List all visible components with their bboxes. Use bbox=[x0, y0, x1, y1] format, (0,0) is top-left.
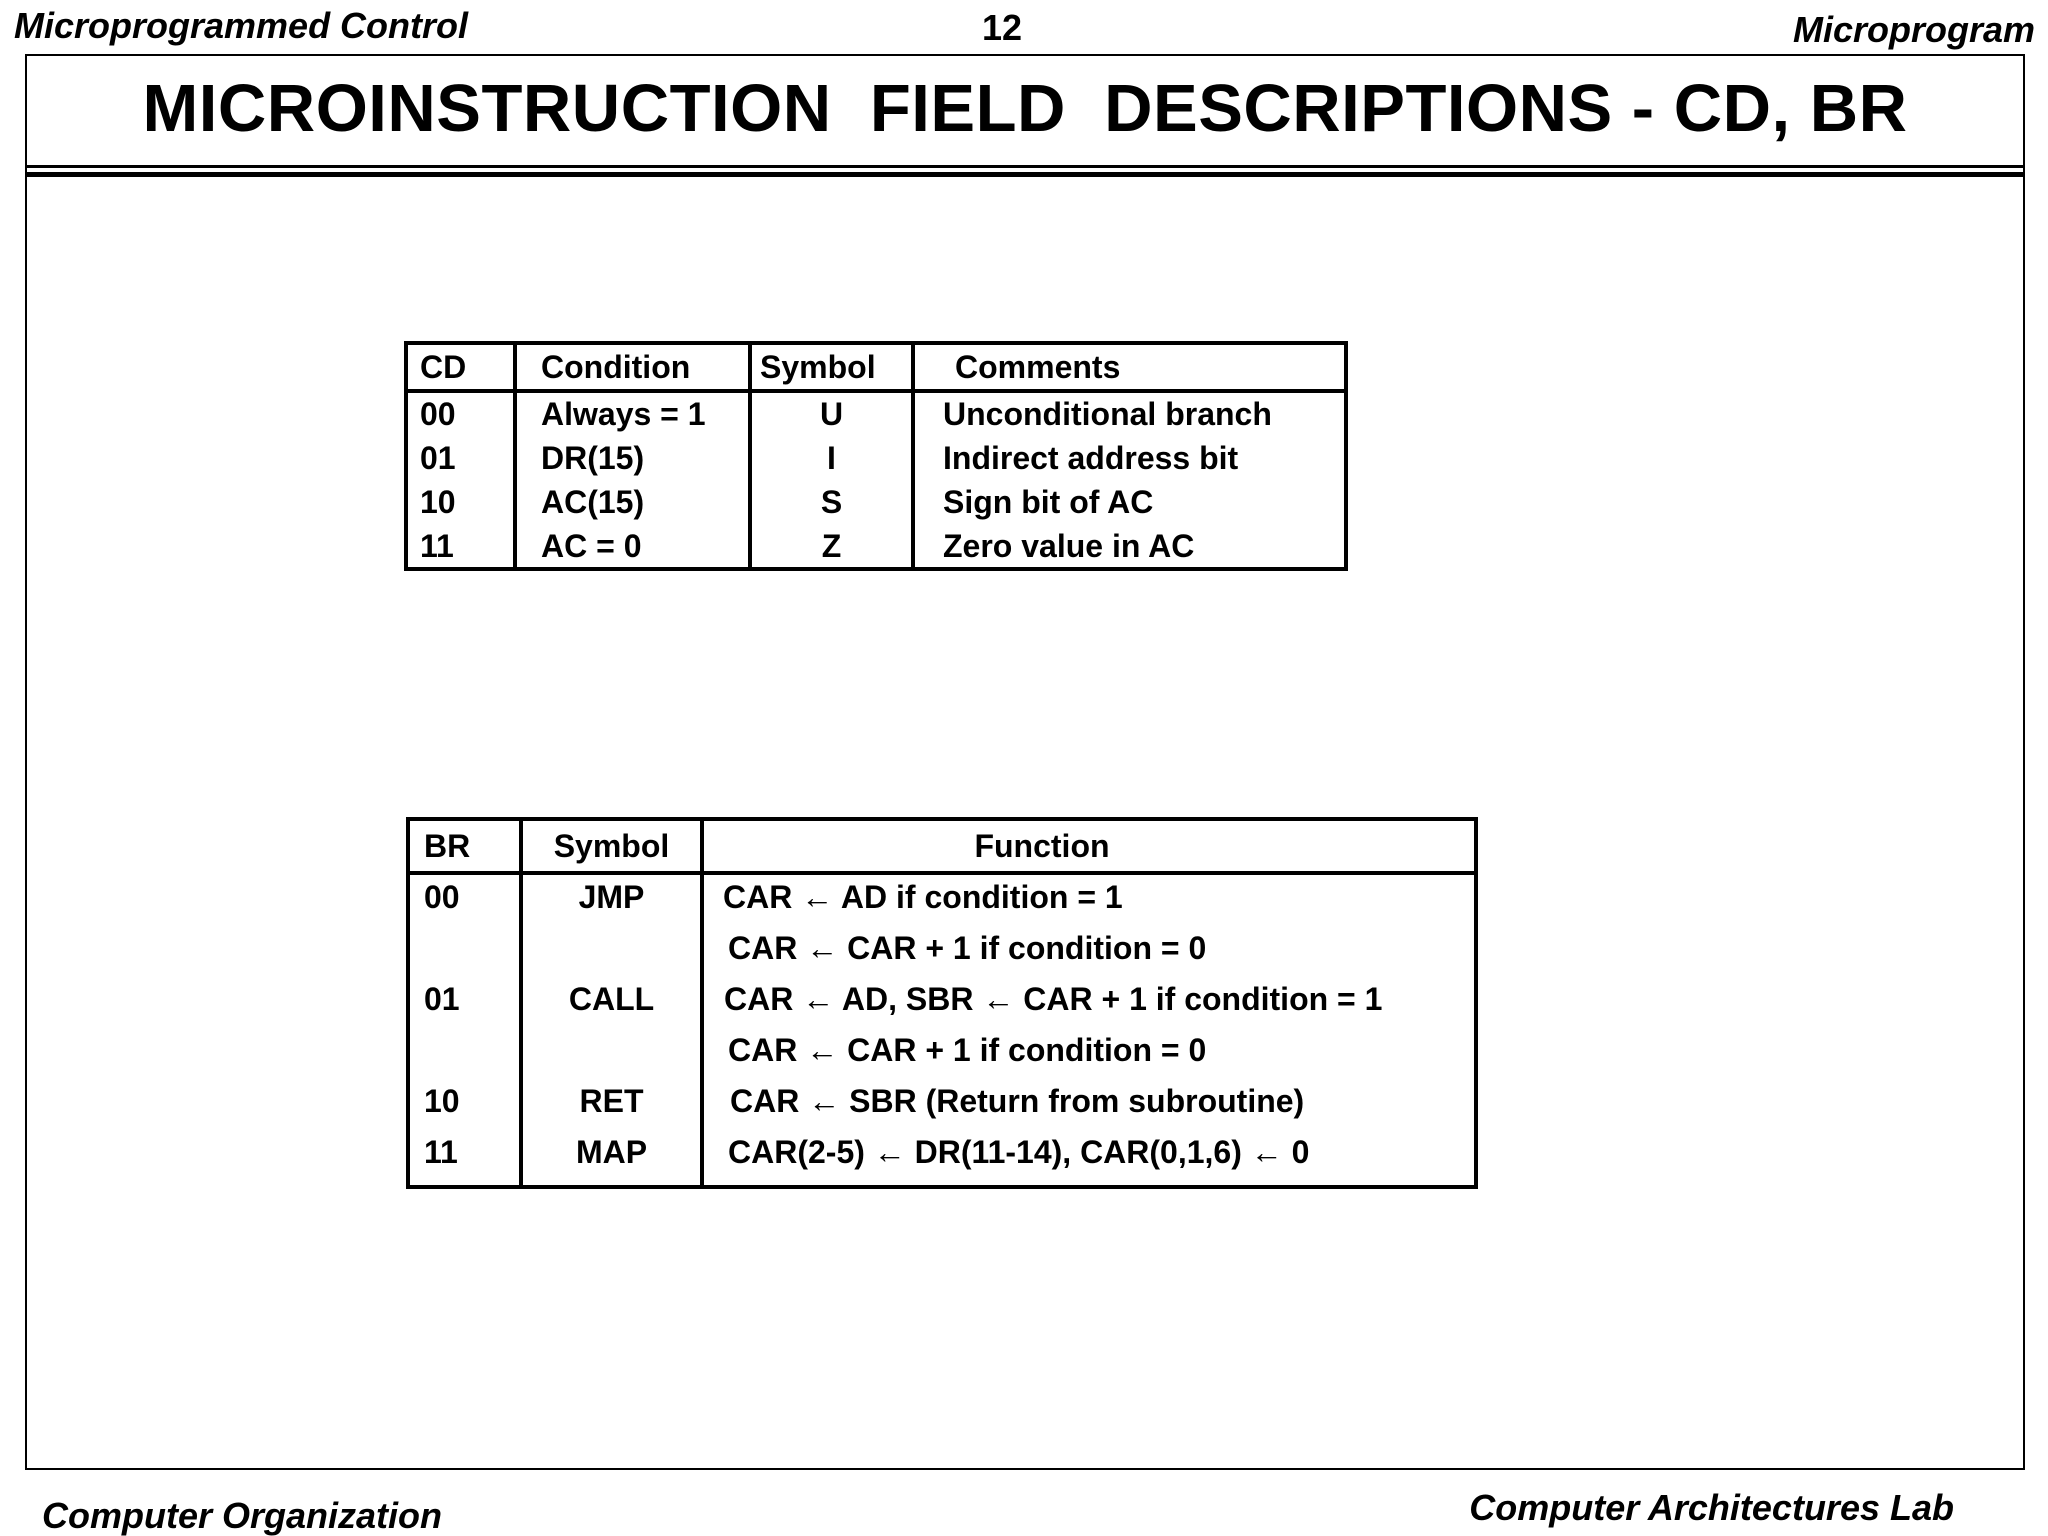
footer-lab: Computer Architectures Lab bbox=[1469, 1487, 1954, 1528]
symbol: MAP bbox=[575, 1134, 648, 1170]
br-field-table bbox=[406, 817, 1478, 1189]
symbol: U bbox=[819, 396, 844, 432]
page-number: 12 bbox=[982, 7, 1023, 48]
table-row bbox=[408, 480, 1344, 524]
table-row bbox=[410, 923, 1474, 974]
title-divider-thin bbox=[25, 165, 2025, 168]
comment: Unconditional branch bbox=[943, 396, 1272, 432]
function: CAR(2-5) ← DR(11-14), CAR(0,1,6) ← 0 bbox=[728, 1134, 1310, 1170]
cd-code: 00 bbox=[420, 396, 456, 432]
comment: Sign bit of AC bbox=[943, 484, 1154, 520]
column-header-condition: Condition bbox=[541, 349, 691, 385]
column-header-cd: CD bbox=[420, 349, 467, 385]
cd-code: 01 bbox=[420, 440, 456, 476]
condition: DR(15) bbox=[541, 440, 645, 476]
cd-code: 11 bbox=[420, 528, 454, 564]
table-header-row bbox=[408, 345, 1344, 389]
table-row bbox=[410, 974, 1474, 1025]
br-code: 00 bbox=[424, 879, 460, 915]
slide-title: MICROINSTRUCTION FIELD DESCRIPTIONS - CD, BR bbox=[142, 71, 1908, 146]
symbol: RET bbox=[579, 1083, 644, 1119]
table-row bbox=[408, 524, 1344, 568]
table-row bbox=[410, 1127, 1474, 1178]
table-row bbox=[410, 1025, 1474, 1076]
function: CAR ← CAR + 1 if condition = 0 bbox=[728, 930, 1207, 966]
column-header-symbol: Symbol bbox=[553, 828, 670, 864]
symbol: I bbox=[827, 440, 836, 476]
symbol: JMP bbox=[578, 879, 645, 915]
table-header-row bbox=[410, 821, 1474, 872]
function: CAR ← AD if condition = 1 bbox=[723, 879, 1123, 915]
footer-course: Computer Organization bbox=[42, 1495, 443, 1536]
function: CAR ← CAR + 1 if condition = 0 bbox=[728, 1032, 1207, 1068]
slide-frame bbox=[25, 54, 2025, 1470]
function: CAR ← AD, SBR ← CAR + 1 if condition = 1 bbox=[724, 981, 1383, 1017]
cd-field-table bbox=[404, 341, 1348, 571]
header-course-topic: Microprogrammed Control bbox=[14, 5, 469, 46]
comment: Zero value in AC bbox=[943, 528, 1195, 564]
symbol: S bbox=[820, 484, 843, 520]
br-code: 11 bbox=[424, 1134, 458, 1170]
table-row bbox=[408, 392, 1344, 436]
symbol: Z bbox=[821, 528, 842, 564]
br-code: 01 bbox=[424, 981, 460, 1017]
table-row bbox=[410, 872, 1474, 923]
condition: AC(15) bbox=[541, 484, 645, 520]
condition: AC = 0 bbox=[541, 528, 642, 564]
comment: Indirect address bit bbox=[943, 440, 1239, 476]
column-header-function: Function bbox=[974, 828, 1110, 864]
title-divider-thick bbox=[25, 172, 2025, 177]
table-row bbox=[410, 1076, 1474, 1127]
function: CAR ← SBR (Return from subroutine) bbox=[730, 1083, 1305, 1119]
header-section: Microprogram bbox=[1792, 9, 2035, 50]
table-row bbox=[408, 436, 1344, 480]
condition: Always = 1 bbox=[541, 396, 706, 432]
column-header-symbol: Symbol bbox=[760, 349, 876, 385]
cd-code: 10 bbox=[420, 484, 456, 520]
symbol: CALL bbox=[568, 981, 655, 1017]
column-header-comments: Comments bbox=[955, 349, 1121, 385]
br-code: 10 bbox=[424, 1083, 460, 1119]
column-header-br: BR bbox=[424, 828, 471, 864]
